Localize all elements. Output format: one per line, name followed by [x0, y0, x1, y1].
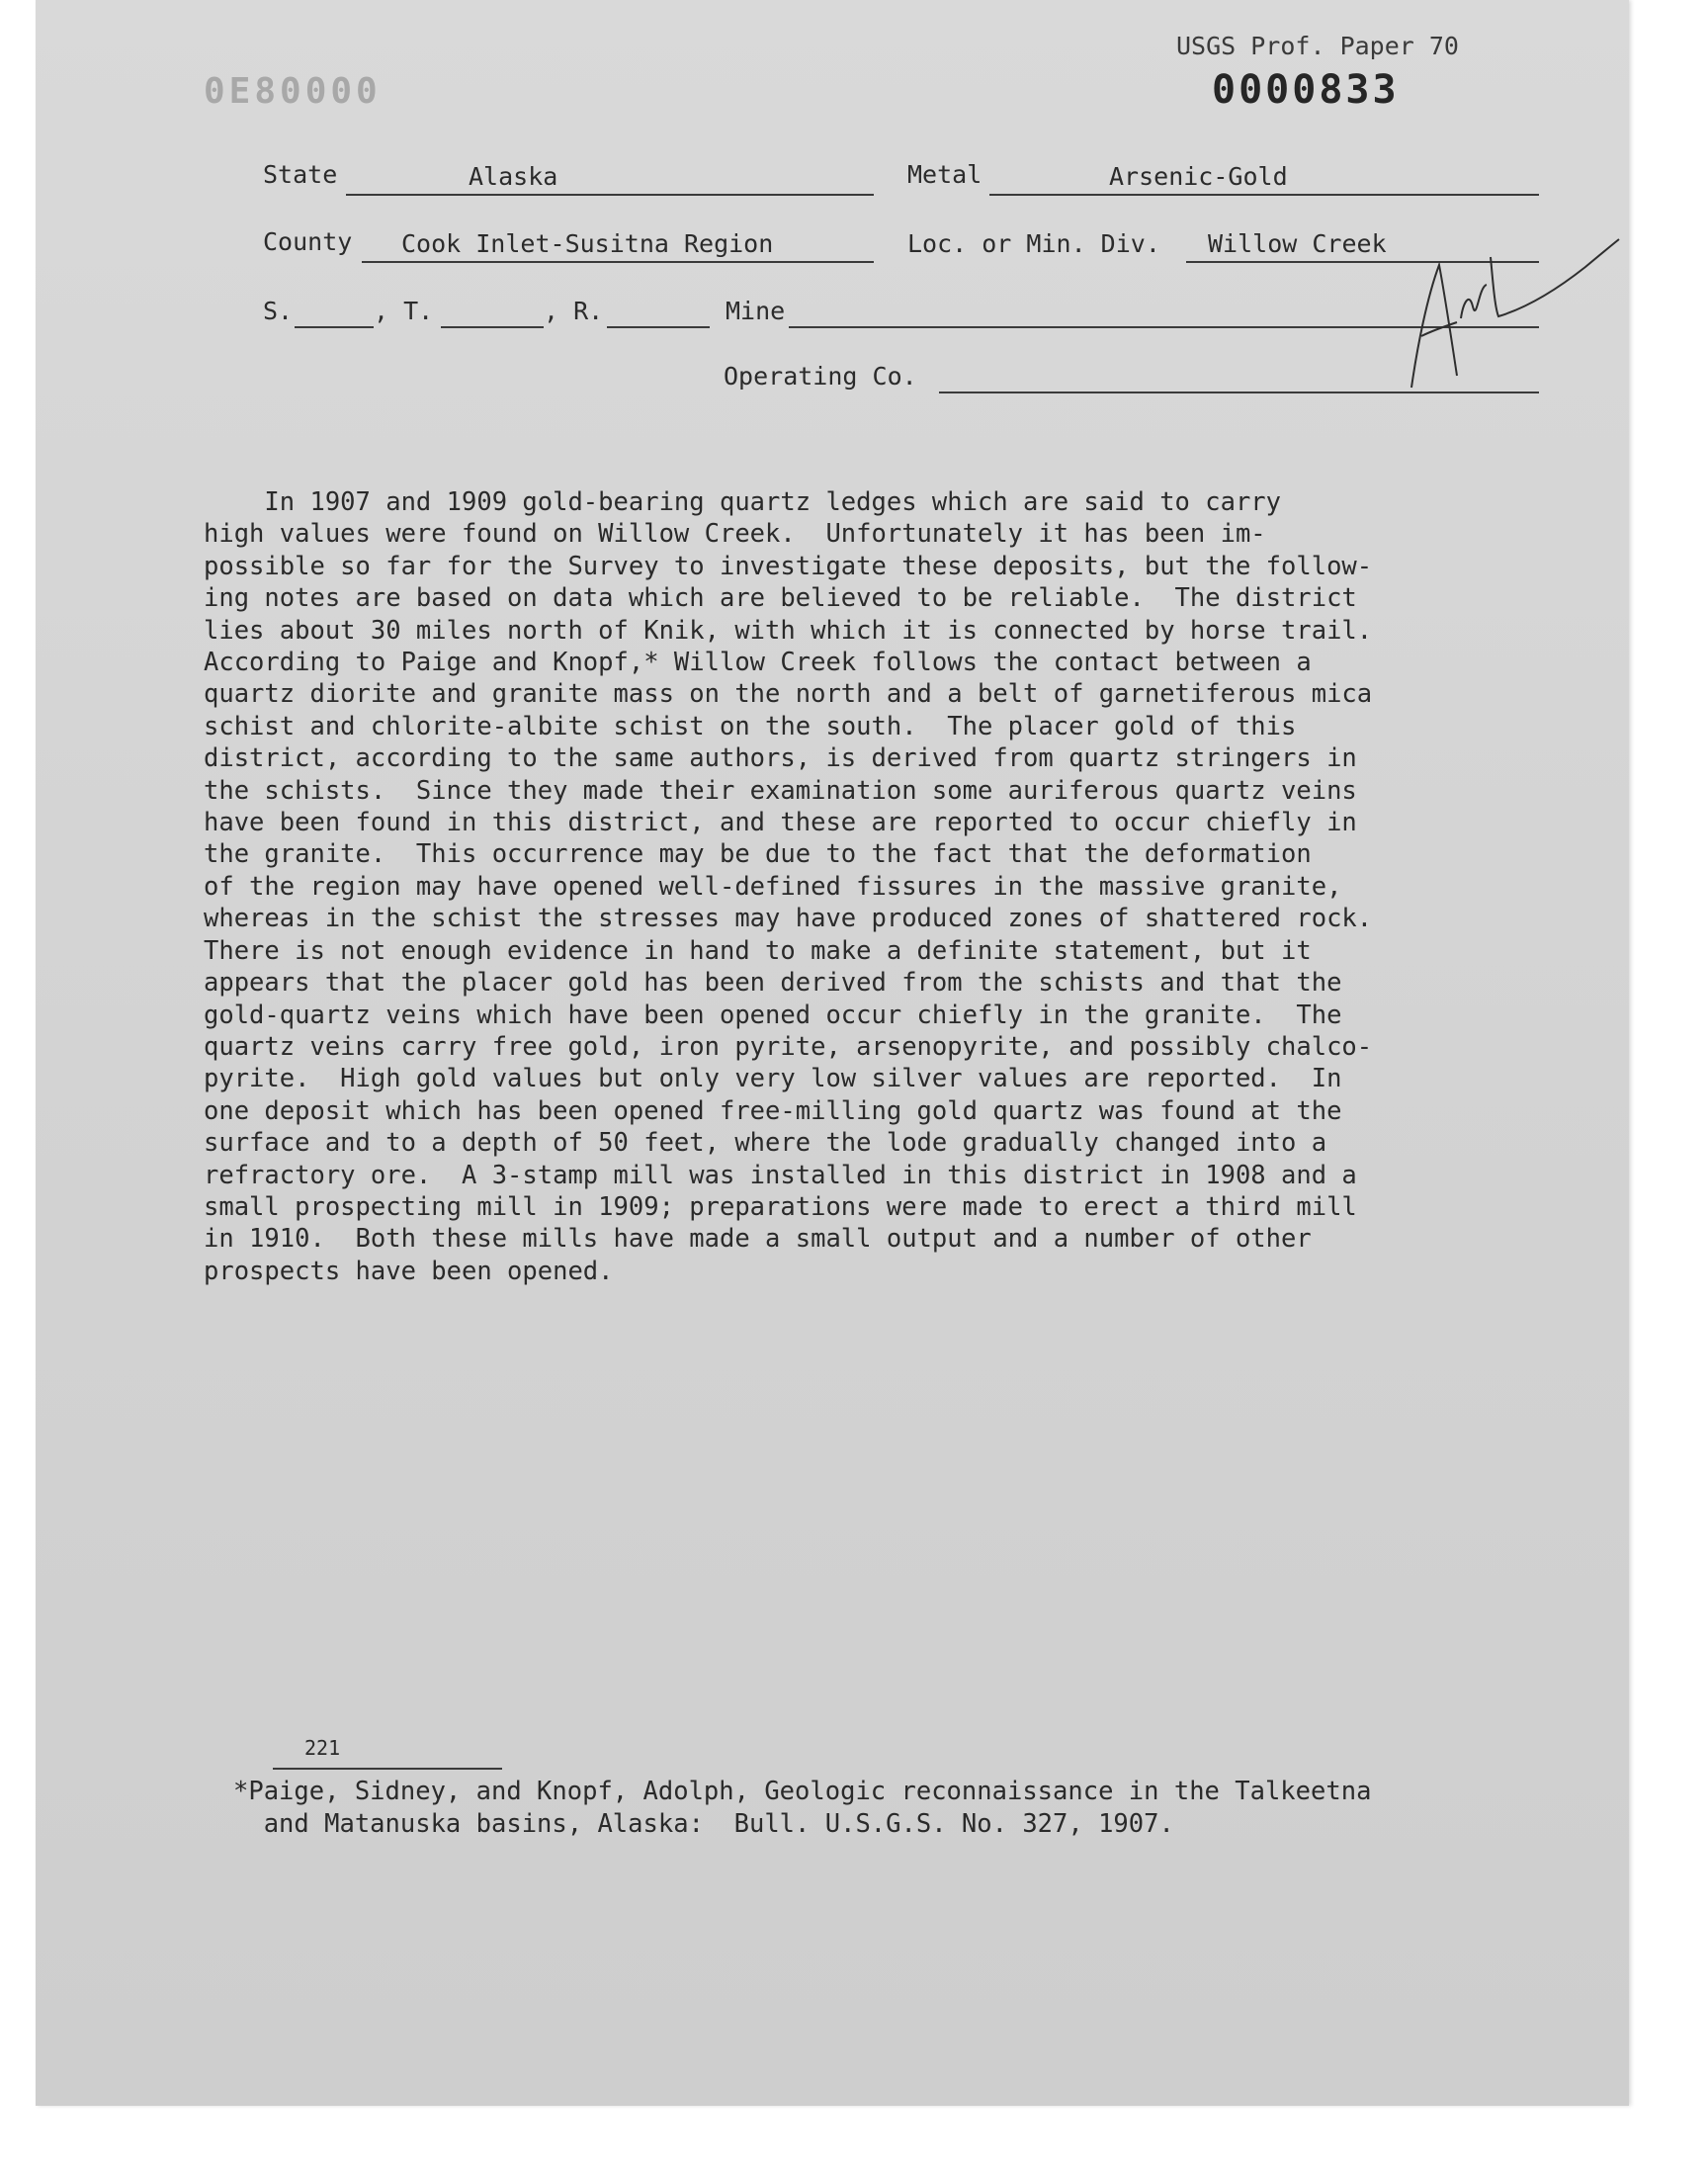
body-line: gold-quartz veins which have been opened occur chiefly in the granite. The — [204, 1000, 1342, 1030]
state-value: Alaska — [469, 162, 558, 191]
body-line: the schists. Since they made their examination some auriferous quartz veins — [204, 775, 1357, 806]
metal-label: Metal — [907, 160, 982, 189]
body-line: the granite. This occurrence may be due to the fact that the deformation — [204, 839, 1312, 870]
body-line: one deposit which has been opened free-milling gold quartz was found at the — [204, 1095, 1342, 1126]
body-line: refractory ore. A 3-stamp mill was installed in this district in 1908 and a — [204, 1160, 1357, 1190]
body-line: whereas in the schist the stresses may have produced zones of shattered rock. — [204, 904, 1373, 934]
body-line: In 1907 and 1909 gold-bearing quartz ledges which are said to carry — [204, 487, 1282, 517]
state-label: State — [263, 160, 338, 189]
state-field-line — [346, 194, 874, 196]
loc-value: Willow Creek — [1208, 229, 1387, 258]
body-line: surface and to a depth of 50 feet, where the lode gradually changed into a — [204, 1128, 1327, 1159]
body-line: district, according to the same authors, is derived from quartz stringers in — [204, 743, 1357, 774]
body-line: small prospecting mill in 1909; preparations were made to erect a third mill — [204, 1191, 1357, 1222]
body-line: According to Paige and Knopf,* Willow Creek follows the contact between a — [204, 648, 1312, 678]
document-number: 0000833 — [1212, 67, 1400, 113]
scanned-page — [36, 0, 1629, 2106]
mine-label: Mine — [726, 297, 786, 325]
body-line: There is not enough evidence in hand to make a definite statement, but it — [204, 935, 1312, 966]
body-text — [204, 486, 1548, 1287]
range-label: , R. — [544, 297, 604, 325]
metal-field-line — [989, 194, 1539, 196]
county-value: Cook Inlet-Susitna Region — [401, 229, 774, 258]
township-field-line — [441, 326, 544, 328]
footnote-rule — [273, 1768, 502, 1770]
range-field-line — [607, 326, 710, 328]
body-line: in 1910. Both these mills have made a small output and a number of other — [204, 1224, 1312, 1255]
section-label: S. — [263, 297, 294, 325]
loc-label: Loc. or Min. Div. — [907, 229, 1160, 258]
operating-co-label: Operating Co. — [724, 362, 917, 391]
body-line: schist and chlorite-albite schist on the south. The placer gold of this — [204, 711, 1297, 741]
township-label: , T. — [374, 297, 434, 325]
body-line: appears that the placer gold has been derived from the schists and that the — [204, 968, 1342, 999]
footnote-line: and Matanuska basins, Alaska: Bull. U.S.G.S. No. 327, 1907. — [233, 1809, 1174, 1839]
section-field-line — [295, 326, 374, 328]
body-line: of the region may have opened well-defined fissures in the massive granite, — [204, 871, 1342, 902]
county-label: County — [263, 227, 353, 256]
body-line: high values were found on Willow Creek. Unfortunately it has been im- — [204, 519, 1266, 550]
faint-stamp-number: 0E80000 — [204, 71, 382, 112]
body-line: ing notes are based on data which are believed to be reliable. The district — [204, 583, 1357, 614]
body-line: prospects have been opened. — [204, 1256, 614, 1286]
footnote-line: *Paige, Sidney, and Knopf, Adolph, Geologic reconnaissance in the Talkeetna — [233, 1777, 1372, 1806]
body-line: lies about 30 miles north of Knik, with which it is connected by horse trail. — [204, 615, 1373, 646]
metal-value: Arsenic-Gold — [1109, 162, 1288, 191]
body-line: pyrite. High gold values but only very low silver values are reported. In — [204, 1064, 1342, 1094]
footnote — [233, 1776, 1371, 1841]
handwritten-initials — [1400, 227, 1637, 405]
body-line: quartz veins carry free gold, iron pyrite, arsenopyrite, and possibly chalco- — [204, 1031, 1373, 1062]
footnote-marker: 221 — [304, 1736, 341, 1760]
county-field-line — [362, 261, 874, 263]
source-reference: USGS Prof. Paper 70 — [1176, 32, 1459, 60]
body-line: possible so far for the Survey to investigate these deposits, but the follow- — [204, 551, 1373, 581]
body-line: quartz diorite and granite mass on the north and a belt of garnetiferous mica — [204, 679, 1373, 710]
body-line: have been found in this district, and these are reported to occur chiefly in — [204, 808, 1357, 838]
